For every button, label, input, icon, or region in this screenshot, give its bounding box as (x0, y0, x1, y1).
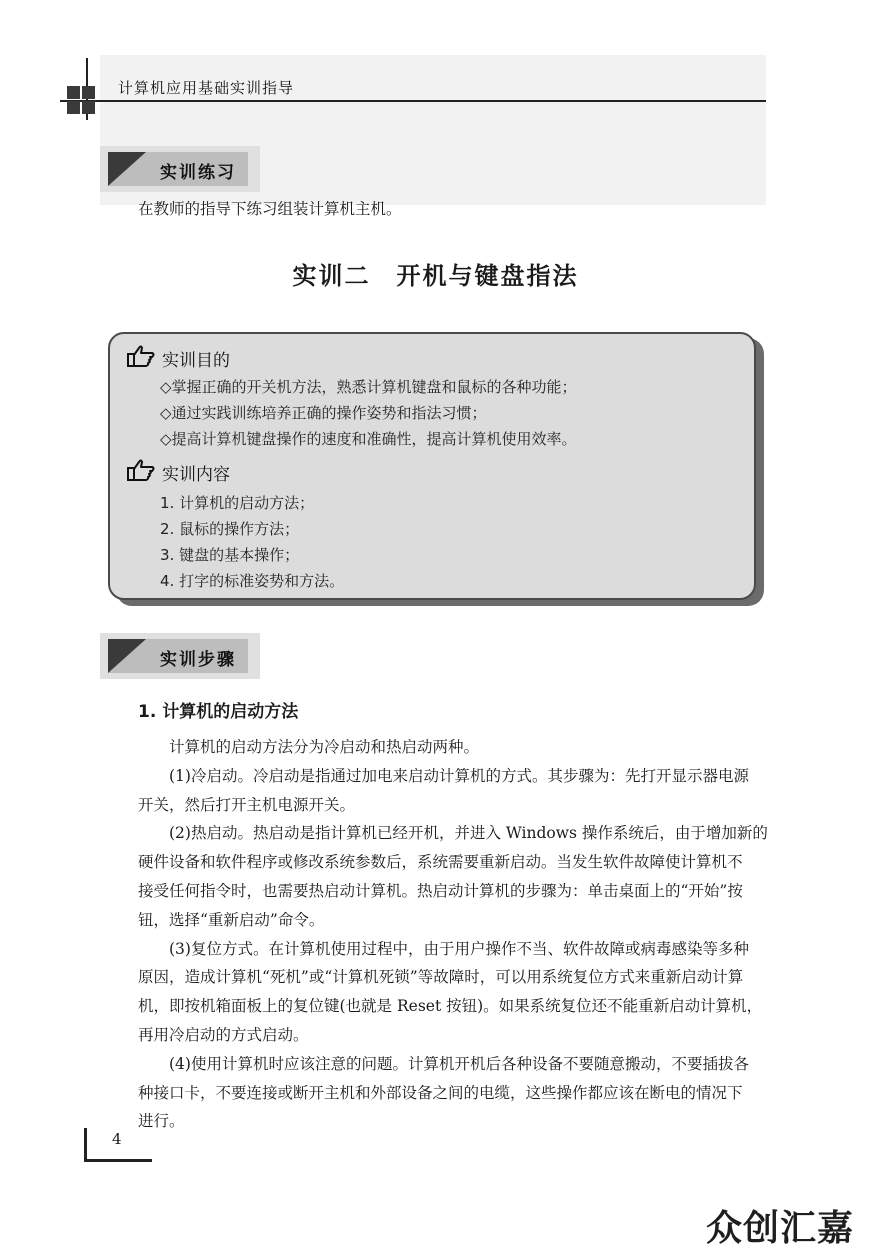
practice-section-label (100, 146, 260, 192)
body-line: 计算机的启动方法分为冷启动和热启动两种。 (138, 738, 480, 756)
objectives-box (108, 332, 756, 600)
body-line: 开关，然后打开主机电源开关。 (138, 795, 356, 814)
step-body-text (138, 733, 768, 1136)
contents-item: 2. 鼠标的操作方法； (160, 520, 300, 538)
contents-item: 1. 计算机的启动方法； (160, 494, 315, 512)
contents-heading: 实训内容 (162, 465, 230, 485)
watermark: 众创汇嘉 (706, 1208, 855, 1249)
body-line: (4)使用计算机时应该注意的问题。计算机开机后各种设备不要随意搬动，不要插拔各 (138, 1054, 749, 1073)
steps-label-text: 实训步骤 (160, 650, 236, 670)
body-line: 接受任何指令时，也需要热启动计算机。热启动计算机的步骤为：单击桌面上的“开始”按 (138, 881, 743, 900)
body-line: 种接口卡，不要连接或断开主机和外部设备之间的电缆，这些操作都应该在断电的情况下 (138, 1083, 743, 1102)
pointing-hand-icon (126, 458, 156, 482)
pointing-hand-icon (126, 344, 156, 368)
practice-text: 在教师的指导下练习组装计算机主机。 (138, 200, 402, 218)
running-header-title: 计算机应用基础实训指导 (118, 79, 295, 97)
body-line: 原因，造成计算机“死机”或“计算机死锁”等故障时，可以用系统复位方式来重新启动计算 (138, 968, 744, 987)
page-number: 4 (112, 1130, 122, 1148)
step-section-heading: 1. 计算机的启动方法 (138, 702, 299, 722)
practice-label-text: 实训练习 (160, 163, 236, 183)
body-line: 机，即按机箱面板上的复位键(也就是 Reset 按钮)。如果系统复位还不能重新启动计算机， (138, 997, 763, 1016)
body-line: 进行。 (138, 1112, 185, 1131)
header-horizontal-rule (60, 100, 766, 102)
contents-item: 3. 键盘的基本操作； (160, 546, 300, 564)
body-line: 再用冷启动的方式启动。 (138, 1025, 309, 1044)
page-number-rule-horizontal (84, 1159, 152, 1162)
objectives-heading: 实训目的 (162, 351, 230, 371)
objective-item: ◇掌握正确的开关机方法，熟悉计算机键盘和鼠标的各种功能； (160, 378, 577, 396)
windows-logo-icon (67, 86, 97, 116)
body-line: 钮，选择“重新启动”命令。 (138, 910, 325, 929)
steps-section-label (100, 633, 260, 679)
objective-item: ◇提高计算机键盘操作的速度和准确性，提高计算机使用效率。 (160, 430, 577, 448)
contents-item: 4. 打字的标准姿势和方法。 (160, 572, 345, 590)
page-number-rule-vertical (84, 1128, 87, 1162)
body-line: 硬件设备和软件程序或修改系统参数后，系统需要重新启动。当发生软件故障使计算机不 (138, 853, 743, 872)
body-line: (1)冷启动。冷启动是指通过加电来启动计算机的方式。其步骤为：先打开显示器电源 (138, 766, 749, 785)
chapter-title: 实训二 开机与键盘指法 (292, 261, 579, 290)
objective-item: ◇通过实践训练培养正确的操作姿势和指法习惯； (160, 404, 487, 422)
body-line: (3)复位方式。在计算机使用过程中，由于用户操作不当、软件故障或病毒感染等多种 (138, 939, 749, 958)
body-line: (2)热启动。热启动是指计算机已经开机，并进入 Windows 操作系统后，由于增加新的 (138, 824, 768, 843)
